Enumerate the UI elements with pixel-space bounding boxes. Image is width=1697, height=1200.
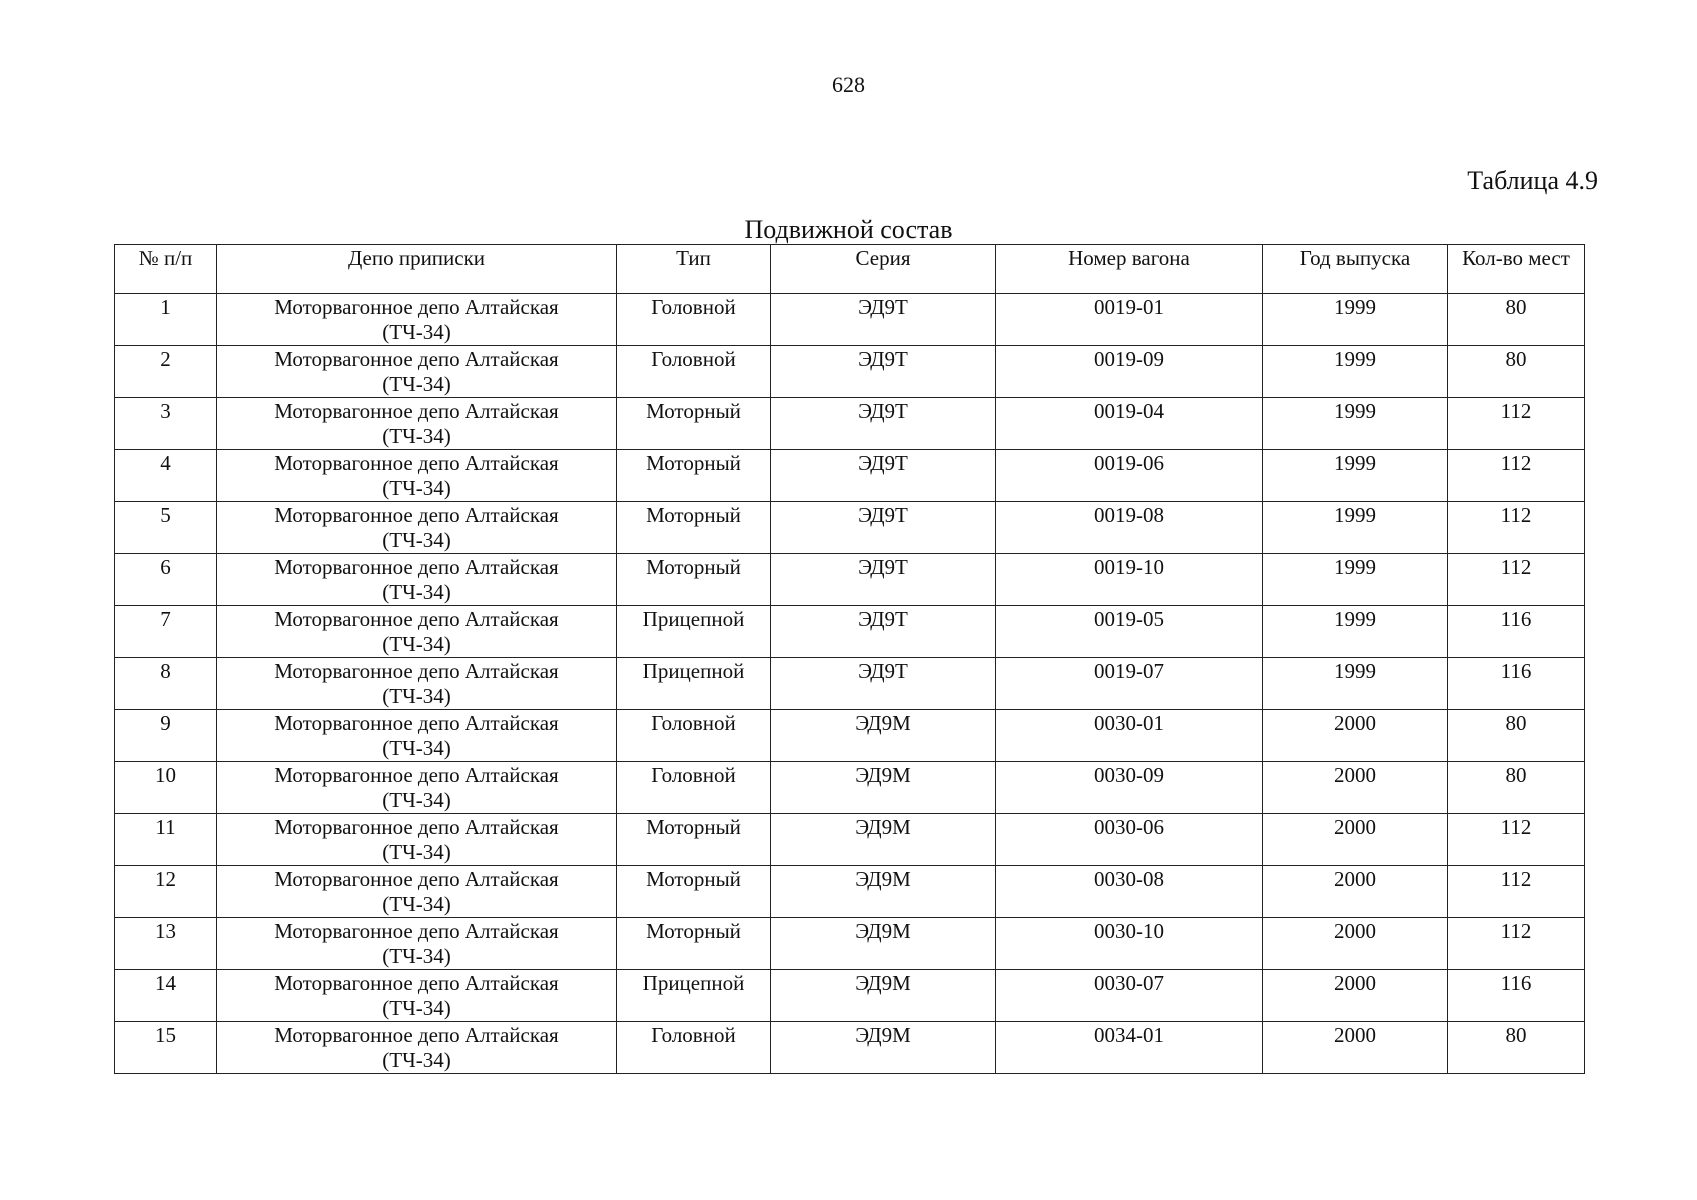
header-year: Год выпуска — [1263, 245, 1448, 294]
cell-year: 1999 — [1263, 450, 1448, 502]
cell-type: Моторный — [617, 866, 771, 918]
page-number: 628 — [832, 72, 865, 97]
cell-type: Прицепной — [617, 970, 771, 1022]
cell-depot: Моторвагонное депо Алтайская (ТЧ-34) — [217, 970, 617, 1022]
cell-seats: 80 — [1448, 1022, 1585, 1074]
cell-type: Головной — [617, 294, 771, 346]
cell-type: Головной — [617, 710, 771, 762]
cell-series: ЭД9М — [771, 866, 996, 918]
header-series: Серия — [771, 245, 996, 294]
cell-year: 1999 — [1263, 294, 1448, 346]
table-row — [115, 606, 1585, 658]
cell-car-number: 0030-06 — [996, 814, 1263, 866]
header-row — [115, 245, 1585, 294]
cell-seats: 112 — [1448, 918, 1585, 970]
cell-type: Головной — [617, 1022, 771, 1074]
cell-type: Моторный — [617, 502, 771, 554]
cell-seats: 112 — [1448, 450, 1585, 502]
cell-year: 1999 — [1263, 554, 1448, 606]
cell-car-number: 0034-01 — [996, 1022, 1263, 1074]
cell-type: Прицепной — [617, 658, 771, 710]
cell-year: 2000 — [1263, 762, 1448, 814]
cell-type: Моторный — [617, 918, 771, 970]
table-row — [115, 554, 1585, 606]
cell-seats: 112 — [1448, 814, 1585, 866]
cell-seats: 80 — [1448, 710, 1585, 762]
table-row — [115, 450, 1585, 502]
cell-series: ЭД9М — [771, 710, 996, 762]
cell-seats: 116 — [1448, 606, 1585, 658]
cell-series: ЭД9Т — [771, 606, 996, 658]
cell-depot: Моторвагонное депо Алтайская (ТЧ-34) — [217, 398, 617, 450]
table-label: Таблица 4.9 — [1467, 166, 1598, 195]
cell-type: Головной — [617, 762, 771, 814]
cell-car-number: 0030-01 — [996, 710, 1263, 762]
cell-year: 1999 — [1263, 658, 1448, 710]
cell-number: 3 — [115, 398, 217, 450]
table-row — [115, 502, 1585, 554]
cell-depot: Моторвагонное депо Алтайская (ТЧ-34) — [217, 710, 617, 762]
cell-car-number: 0019-08 — [996, 502, 1263, 554]
cell-seats: 112 — [1448, 554, 1585, 606]
cell-seats: 116 — [1448, 658, 1585, 710]
cell-series: ЭД9М — [771, 970, 996, 1022]
cell-depot: Моторвагонное депо Алтайская (ТЧ-34) — [217, 814, 617, 866]
cell-year: 1999 — [1263, 606, 1448, 658]
cell-car-number: 0030-08 — [996, 866, 1263, 918]
cell-seats: 112 — [1448, 398, 1585, 450]
cell-car-number: 0019-04 — [996, 398, 1263, 450]
cell-depot: Моторвагонное депо Алтайская (ТЧ-34) — [217, 658, 617, 710]
cell-series: ЭД9М — [771, 918, 996, 970]
cell-year: 1999 — [1263, 346, 1448, 398]
cell-number: 10 — [115, 762, 217, 814]
cell-year: 2000 — [1263, 1022, 1448, 1074]
cell-year: 1999 — [1263, 502, 1448, 554]
cell-car-number: 0019-07 — [996, 658, 1263, 710]
table-row — [115, 658, 1585, 710]
cell-car-number: 0019-01 — [996, 294, 1263, 346]
cell-type: Прицепной — [617, 606, 771, 658]
cell-car-number: 0019-09 — [996, 346, 1263, 398]
cell-type: Моторный — [617, 450, 771, 502]
cell-number: 7 — [115, 606, 217, 658]
header-number: № п/п — [115, 245, 217, 294]
cell-depot: Моторвагонное депо Алтайская (ТЧ-34) — [217, 294, 617, 346]
table-row — [115, 346, 1585, 398]
cell-number: 6 — [115, 554, 217, 606]
cell-car-number: 0019-05 — [996, 606, 1263, 658]
table-row — [115, 814, 1585, 866]
cell-series: ЭД9М — [771, 814, 996, 866]
cell-type: Моторный — [617, 814, 771, 866]
cell-car-number: 0030-10 — [996, 918, 1263, 970]
cell-depot: Моторвагонное депо Алтайская (ТЧ-34) — [217, 502, 617, 554]
cell-car-number: 0030-07 — [996, 970, 1263, 1022]
header-car-number: Номер вагона — [996, 245, 1263, 294]
cell-number: 1 — [115, 294, 217, 346]
table-header — [115, 245, 1585, 294]
cell-year: 2000 — [1263, 814, 1448, 866]
cell-number: 13 — [115, 918, 217, 970]
cell-depot: Моторвагонное депо Алтайская (ТЧ-34) — [217, 346, 617, 398]
cell-seats: 80 — [1448, 294, 1585, 346]
header-type: Тип — [617, 245, 771, 294]
cell-seats: 80 — [1448, 762, 1585, 814]
cell-car-number: 0019-10 — [996, 554, 1263, 606]
cell-type: Головной — [617, 346, 771, 398]
cell-depot: Моторвагонное депо Алтайская (ТЧ-34) — [217, 606, 617, 658]
table-row — [115, 762, 1585, 814]
cell-number: 11 — [115, 814, 217, 866]
table-row — [115, 1022, 1585, 1074]
table-row — [115, 918, 1585, 970]
table-row — [115, 970, 1585, 1022]
cell-year: 1999 — [1263, 398, 1448, 450]
table-row — [115, 398, 1585, 450]
cell-series: ЭД9М — [771, 1022, 996, 1074]
cell-series: ЭД9Т — [771, 554, 996, 606]
cell-depot: Моторвагонное депо Алтайская (ТЧ-34) — [217, 554, 617, 606]
cell-seats: 112 — [1448, 502, 1585, 554]
cell-series: ЭД9Т — [771, 294, 996, 346]
cell-number: 2 — [115, 346, 217, 398]
cell-series: ЭД9Т — [771, 398, 996, 450]
table-title: Подвижной состав — [744, 215, 953, 244]
cell-type: Моторный — [617, 554, 771, 606]
cell-number: 9 — [115, 710, 217, 762]
cell-depot: Моторвагонное депо Алтайская (ТЧ-34) — [217, 866, 617, 918]
cell-depot: Моторвагонное депо Алтайская (ТЧ-34) — [217, 1022, 617, 1074]
header-depot: Депо приписки — [217, 245, 617, 294]
cell-seats: 80 — [1448, 346, 1585, 398]
cell-series: ЭД9М — [771, 762, 996, 814]
cell-series: ЭД9Т — [771, 658, 996, 710]
cell-series: ЭД9Т — [771, 502, 996, 554]
cell-depot: Моторвагонное депо Алтайская (ТЧ-34) — [217, 762, 617, 814]
cell-year: 2000 — [1263, 918, 1448, 970]
cell-depot: Моторвагонное депо Алтайская (ТЧ-34) — [217, 918, 617, 970]
cell-number: 8 — [115, 658, 217, 710]
cell-car-number: 0030-09 — [996, 762, 1263, 814]
cell-number: 5 — [115, 502, 217, 554]
table-row — [115, 710, 1585, 762]
table-body — [115, 294, 1585, 1074]
cell-year: 2000 — [1263, 866, 1448, 918]
cell-type: Моторный — [617, 398, 771, 450]
cell-series: ЭД9Т — [771, 450, 996, 502]
cell-seats: 116 — [1448, 970, 1585, 1022]
cell-year: 2000 — [1263, 710, 1448, 762]
cell-number: 15 — [115, 1022, 217, 1074]
cell-series: ЭД9Т — [771, 346, 996, 398]
table-row — [115, 294, 1585, 346]
cell-car-number: 0019-06 — [996, 450, 1263, 502]
rolling-stock-table — [114, 244, 1585, 1074]
table-row — [115, 866, 1585, 918]
cell-number: 14 — [115, 970, 217, 1022]
cell-number: 4 — [115, 450, 217, 502]
cell-year: 2000 — [1263, 970, 1448, 1022]
cell-depot: Моторвагонное депо Алтайская (ТЧ-34) — [217, 450, 617, 502]
cell-seats: 112 — [1448, 866, 1585, 918]
header-seats: Кол-во мест — [1448, 245, 1585, 294]
cell-number: 12 — [115, 866, 217, 918]
